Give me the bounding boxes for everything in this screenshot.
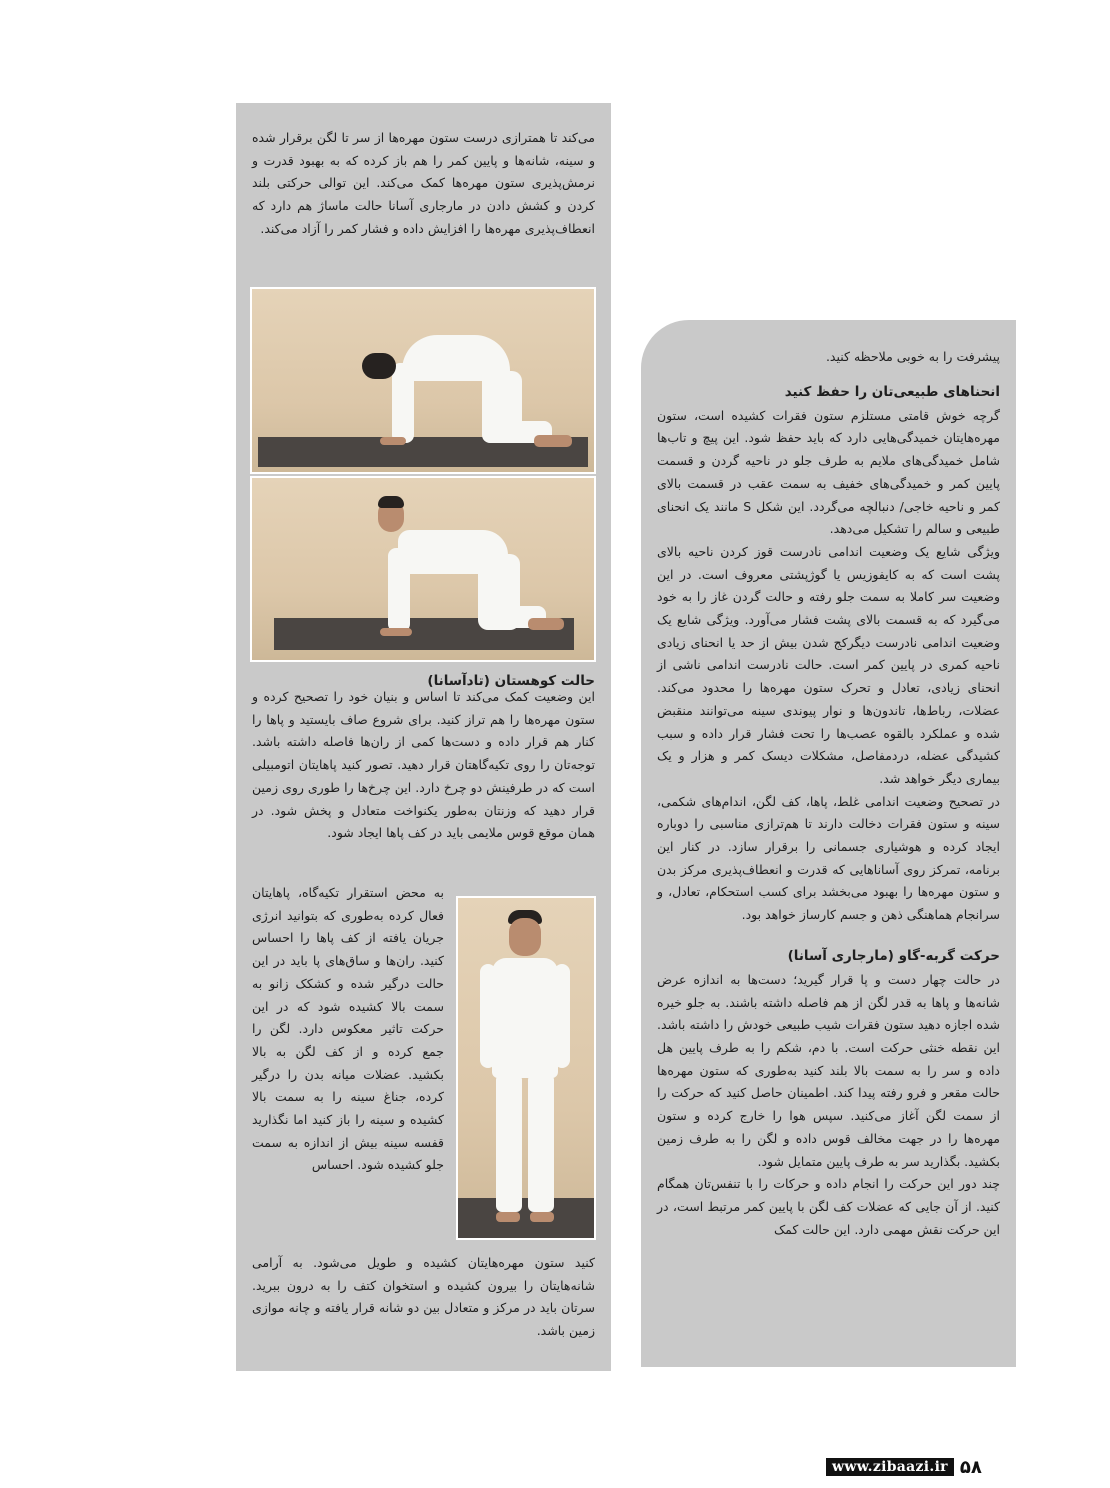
figure-left-leg <box>496 1074 522 1212</box>
opening-line: پیشرفت را به خوبی ملاحظه کنید. <box>825 349 1000 364</box>
mountain-pose-caption: حالت کوهستان (تادآسانا) <box>427 673 595 689</box>
figure-arm <box>388 548 410 632</box>
right-column-panel <box>641 320 1016 1367</box>
figure-feet <box>528 618 564 630</box>
figure-feet <box>534 435 572 447</box>
figure-torso <box>492 958 558 1078</box>
cat-cow-paragraph-1: در حالت چهار دست و پا قرار گیرید؛ دست‌ها به اندازه عرض شانه‌ها و پاها به قدر لگن از هم فاصله داشته باشند. به جلو خیره شده اجازه دهید ستون فقرات شیب طبیعی خودش را داشته باشد. این نقطه خنثی حرکت است. با دم، شکم را به طرف پایین هل داده و سر را به سمت بالا بلند کنید به‌طوری که ستون مهره‌ها حالت مقعر و فرو رفته پیدا کند. اطمینان حاصل کنید که حرکت را از سمت لگن آغاز می‌کنید. سپس هوا را خارج کرده و ستون مهره‌ها را در جهت مخالف قوس داده و لگن را به طرف زمین بکشید. بگذارید سر به طرف پایین متمایل شود. <box>657 971 1000 1169</box>
mountain-pose-wrapped-paragraph: به محض استقرار تکیه‌گاه، پاهایتان فعال کرده به‌طوری که بتوانید انرژی جریان یافته از کف پاها را احساس کنید. ران‌ها و ساق‌های پا باید در این حالت درگیر شده و کشکک زانو به سمت بالا کشیده شود که در این حرکت تاثیر معکوس دارد. لگن را جمع کرده و از کف لگن به بالا بکشید. عضلات میانه بدن را درگیر کرده، جناغ سینه را به سمت بالا کشیده و سینه را باز کنید اما نگذارید قفسه سینه بیش از اندازه به سمت جلو کشیده شود. احساس <box>252 885 444 1173</box>
figure-hand <box>380 628 412 636</box>
curves-paragraph-2: ویژگی شایع یک وضعیت اندامی نادرست قوز کردن ناحیه بالای پشت است که به کایفوزیس یا گوژپشتی معروف است. در این وضعیت سر کاملا به سمت جلو رفته و حالت گردن غاز را به خود می‌گیرد که به قسمت بالای پشت فشار می‌آورد. ویژگی شایع یک وضعیت اندامی نادرست دیگرکج شدن بیش از حد یا انحنای زیادی ناحیه کمری در پایین کمر است. حالت نادرست اندامی ناشی از انحنای زیادی، تعادل و تحرک ستون مهره‌ها را محدود می‌کند. عضلات، رباط‌ها، تاندون‌ها و نوار پیوندی سینه می‌توانند منقبض شده و عملکرد بالقوه عصب‌ها را تحت فشار قرار داده و سبب کشیدگی عضله، دردمفاصل، مشکلات دیسک کمر و هزار و یک بیماری دیگر خواهد شد. <box>657 543 1000 786</box>
figure-right-leg <box>528 1074 554 1212</box>
mountain-pose-photo <box>456 896 596 1240</box>
page-footer <box>826 1456 982 1478</box>
yoga-mat <box>458 1198 594 1238</box>
curves-paragraph-3: در تصحیح وضعیت اندامی غلط، پاها، کف لگن، اندام‌های شکمی، سینه و ستون فقرات دخالت دارند تا هم‌ترازی مناسبی را دوباره ایجاد کرده و هوشیاری جسمانی را برقرار سازد. در کنار این برنامه، تمرکز روی آساناهایی که قدرت و انعطاف‌پذیری مرکز بدن و ستون مهره‌ها را بهبود می‌بخشد برای کسب استحکام، تعادل، و سرانجام هماهنگی ذهن و جسم کارساز خواهد بود. <box>657 793 1000 923</box>
figure-head <box>362 353 396 379</box>
figure-left-foot <box>496 1212 520 1222</box>
left-intro-paragraph: می‌کند تا همترازی درست ستون مهره‌ها از سر تا لگن برقرار شده و سینه، شانه‌ها و پایین کمر را هم باز کرده که به بهبود قدرت و نرمش‌پذیری ستون مهره‌ها کمک می‌کند. این توالی حرکتی بلند کردن و کشش دادن در مارجاری آسانا حالت ماساژ هم دارد که انعطاف‌پذیری مهره‌ها را افزایش داده و فشار کمر را آزاد می‌کند. <box>252 130 595 236</box>
page-number: ۵۸ <box>959 1456 982 1478</box>
curves-paragraph-1: گرچه خوش قامتی مستلزم ستون فقرات کشیده است، ستون مهره‌هایتان خمیدگی‌هایی دارد که باید حفظ شود. این پیچ و تاب‌ها شامل خمیدگی‌های ملایم به طرف جلو در ناحیه گردن و قسمت پایین کمر و خمیدگی‌های خفیف به سمت عقب در قسمت بالای کمر و ناحیه خاجی/ دنبالچه می‌گردد. این شکل S مانند یک انحنای طبیعی و سالم را تشکیل می‌دهد. <box>657 407 1000 537</box>
figure-left-arm <box>480 964 496 1068</box>
mountain-pose-closing-paragraph: کنید ستون مهره‌هایتان کشیده و طویل می‌شود. به آرامی شانه‌هایتان را بیرون کشیده و استخوان کتف را به درون ببرید. سرتان باید در مرکز و متعادل بین دو شانه قرار یافته و چانه موازی زمین باشد. <box>252 1255 595 1339</box>
cat-pose-photo <box>250 287 596 474</box>
website-label: www.zibaazi.ir <box>826 1458 954 1476</box>
figure-head <box>509 918 541 956</box>
cow-pose-photo <box>250 476 596 662</box>
figure-right-arm <box>554 964 570 1068</box>
section-heading-natural-curves: انحناهای طبیعی‌تان را حفظ کنید <box>784 383 1000 400</box>
cat-cow-paragraph-2: چند دور این حرکت را انجام داده و حرکات را با تنفس‌تان همگام کنید. از آن جایی که عضلات کف لگن با پایین کمر مرتبط است، در این حرکت نقش مهمی دارد. این حالت کمک <box>657 1176 1000 1237</box>
figure-hair <box>378 496 404 508</box>
mountain-pose-paragraph: این وضعیت کمک می‌کند تا اساس و بنیان خود را تصحیح کرده و ستون مهره‌ها را هم تراز کنید. برای شروع صاف بایستید و پاها را کنار هم قرار داده و دست‌ها کمی از ران‌ها فاصله داشته باشد. توجه‌تان را روی تکیه‌گاهتان قرار دهید. تصور کنید پاهایتان اتومبیلی است که در طرفینش دو چرخ دارد. این چرخ‌ها را طوری روی زمین قرار دهید که وزنتان به‌طور یکنواخت متعادل و پخش شود. در همان موقع قوس ملایمی باید در کف پاها ایجاد شود. <box>252 689 595 841</box>
section-heading-cat-cow: حرکت گربه-گاو (مارجاری آسانا) <box>787 947 1000 964</box>
figure-hand <box>380 437 406 445</box>
figure-arm <box>392 363 414 443</box>
figure-right-foot <box>530 1212 554 1222</box>
